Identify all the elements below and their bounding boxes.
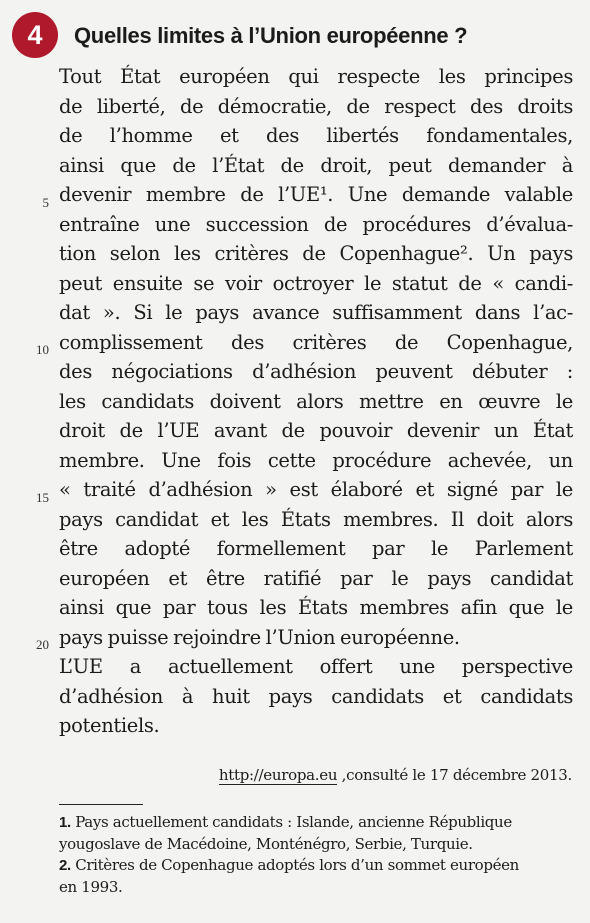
body-line: ainsi que de l’État de droit, peut demander à xyxy=(59,153,573,177)
body-line: potentiels. xyxy=(59,714,160,737)
line-number-20: 20 xyxy=(36,637,49,652)
footnote-1-number: 1. xyxy=(59,814,71,831)
body-line: pays candidat et les États membres. Il doit alors xyxy=(59,507,573,531)
source-citation xyxy=(219,766,572,784)
body-line: membre. Une fois cette procédure achevée, un xyxy=(59,448,573,472)
body-line: tion selon les critères de Copenhague². Un pays xyxy=(59,242,573,265)
body-line: complissement des critères de Copenhague, xyxy=(59,330,573,354)
footnote-1 xyxy=(59,812,573,834)
body-text xyxy=(36,62,573,741)
body-line: d’adhésion à huit pays candidats et candidats xyxy=(59,684,573,708)
body-line: entraîne une succession de procédures d’évalua- xyxy=(59,212,573,236)
body-line: de l’homme et des libertés fondamentales, xyxy=(59,124,573,147)
body-line: de liberté, de démocratie, de respect des droits xyxy=(59,94,573,118)
body-line: droit de l’UE avant de pouvoir devenir un État xyxy=(59,419,573,442)
body-line: pays puisse rejoindre l’Union européenne. xyxy=(59,625,460,649)
line-number-5: 5 xyxy=(42,195,49,210)
footnote-2-number: 2. xyxy=(59,857,71,874)
footnote-1-continuation: yougoslave de Macédoine, Monténégro, Serbie, Turquie. xyxy=(59,834,473,853)
body-line: ainsi que par tous les États membres afin que le xyxy=(59,596,573,619)
source-link[interactable]: http://europa.eu xyxy=(218,766,338,784)
footnote-2-text: Critères de Copenhague adoptés lors d’un sommet européen xyxy=(75,856,519,874)
document-number-badge: 4 xyxy=(12,12,58,58)
source-date: ,consulté le 17 décembre 2013. xyxy=(337,766,572,784)
body-line: « traité d’adhésion » est élaboré et signé par le xyxy=(59,478,573,501)
footnotes xyxy=(59,812,573,898)
document-title: Quelles limites à l’Union européenne ? xyxy=(74,23,468,48)
line-number-15: 15 xyxy=(36,490,49,505)
footnote-2-continuation: en 1993. xyxy=(59,877,123,896)
body-line: européen et être ratifié par le pays candidat xyxy=(59,566,573,590)
body-line: être adopté formellement par le Parlement xyxy=(59,537,573,560)
body-line: les candidats doivent alors mettre en œuvre le xyxy=(59,389,573,413)
body-line: Tout État européen qui respecte les principes xyxy=(59,65,573,88)
line-number-10: 10 xyxy=(36,342,49,357)
footnote-1-text: Pays actuellement candidats : Islande, ancienne République xyxy=(75,813,512,831)
footnote-divider xyxy=(59,804,143,805)
body-line: devenir membre de l’UE¹. Une demande valable xyxy=(59,183,573,206)
body-line: des négociations d’adhésion peuvent débuter : xyxy=(59,360,573,383)
body-line: dat ». Si le pays avance suffisamment dans l’ac- xyxy=(59,301,573,324)
body-line: L’UE a actuellement offert une perspective xyxy=(59,655,573,678)
footnote-2 xyxy=(59,855,573,877)
body-line: peut ensuite se voir octroyer le statut de « candi- xyxy=(59,271,573,295)
